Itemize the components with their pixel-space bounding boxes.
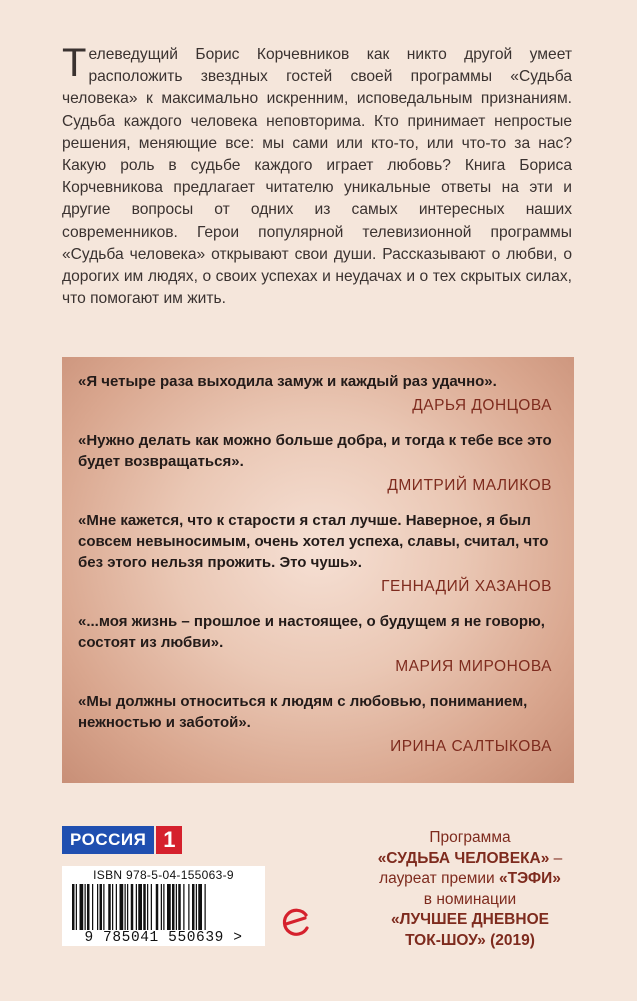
award-year: (2019) — [485, 931, 535, 949]
award-text — [330, 828, 610, 951]
eksmo-e-icon — [280, 906, 312, 938]
annotation-text — [62, 41, 572, 310]
russia-1-logo — [62, 826, 182, 854]
award-prize: «ТЭФИ» — [499, 870, 561, 887]
quote-text: «Мне кажется, что к старости я стал лучше. Наверное, я был совсем невыносимым, очень хотел успеха, славы, считал, что без этого нельзя прожить. Это чушь». — [78, 512, 549, 571]
award-nomination-2: ТОК-ШОУ» — [405, 931, 486, 949]
barcode-bars — [68, 884, 259, 930]
award-dash: – — [549, 849, 563, 867]
quote-text: «Мы должны относиться к людям с любовью, пониманием, нежностью и заботой». — [78, 693, 528, 731]
award-laureate: лауреат премии — [379, 870, 499, 887]
drop-cap: Т — [62, 41, 87, 85]
barcode-block — [62, 866, 265, 946]
quote-text: «...моя жизнь – прошлое и настоящее, о будущем я не говорю, состоят из любви». — [78, 613, 545, 651]
quote-text: «Я четыре раза выходила замуж и каждый раз удачно». — [78, 373, 497, 390]
quote-item — [78, 430, 552, 495]
quote-item — [78, 691, 552, 756]
award-line-5 — [330, 910, 610, 931]
award-line-1: Программа — [429, 829, 511, 846]
annotation-body: елеведущий Борис Корчевников как никто другой умеет расположить звездных гостей своей программы «Судьба человека» к максимально искренним, исповедальным признаниям. Судьба каждого человека неповторима. Кто принимает непростые решения, меняющие все: мы сами или кто-то, или что-то за нас? Какую роль в судьбе каждого играет любовь? Книга Бориса Корчевникова предлагает читателю уникальные ответы на эти и другие вопросы от одних из самых интересных наших современников. Герои популярной телевизионной программы «Судьба человека» открывают свои души. Рассказывают о любви, о дорогих им людях, о своих успехах и неудачах и о тех скрытых силах, что помогают им жить. — [62, 46, 572, 308]
russia-logo-word: РОССИЯ — [62, 826, 154, 854]
award-program-name: «СУДЬБА ЧЕЛОВЕКА» — [377, 849, 550, 867]
isbn-label: ISBN 978-5-04-155063-9 — [93, 868, 234, 882]
russia-logo-number: 1 — [156, 826, 182, 854]
award-line-2 — [330, 849, 610, 870]
award-line-4: в номинации — [423, 890, 517, 908]
quote-item — [78, 510, 552, 596]
quote-text: «Нужно делать как можно больше добра, и тогда к тебе все это будет возвращаться». — [78, 432, 552, 470]
quotes-panel — [62, 357, 574, 783]
quote-author: ДМИТРИЙ МАЛИКОВ — [387, 477, 552, 494]
quote-author: МАРИЯ МИРОНОВА — [395, 658, 552, 675]
barcode-icon — [68, 884, 259, 930]
quote-author: ИРИНА САЛТЫКОВА — [390, 738, 552, 755]
award-line-6 — [330, 931, 610, 952]
quote-author: ДАРЬЯ ДОНЦОВА — [412, 397, 552, 414]
quote-item — [78, 611, 552, 676]
quote-author: ГЕННАДИЙ ХАЗАНОВ — [381, 578, 552, 595]
barcode-digits: 9 785041 550639 > — [84, 930, 243, 946]
quote-item — [78, 371, 552, 415]
award-line-3 — [330, 869, 610, 890]
award-nomination-1: «ЛУЧШЕЕ ДНЕВНОЕ — [391, 911, 549, 928]
